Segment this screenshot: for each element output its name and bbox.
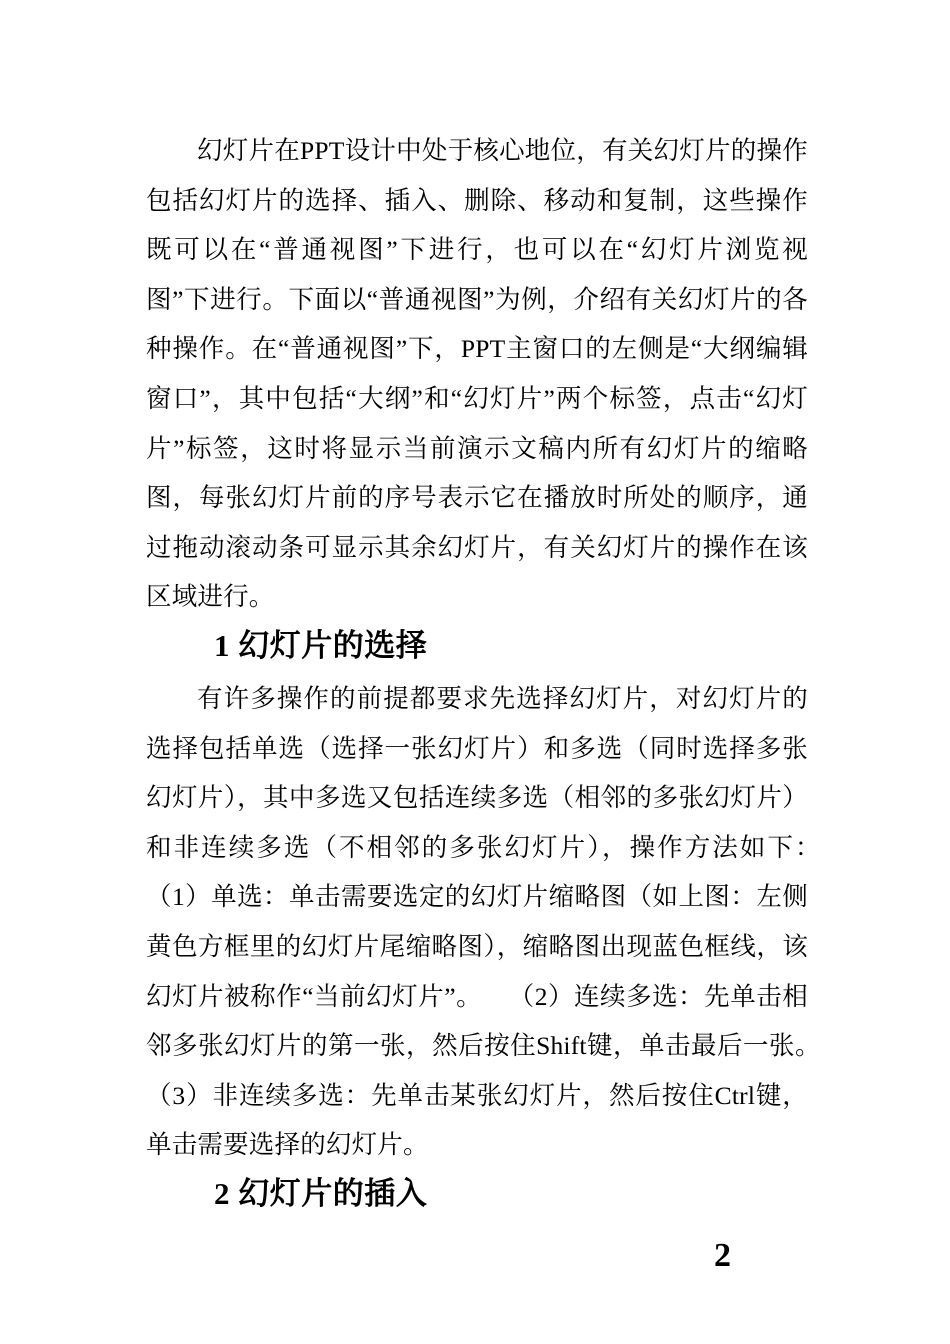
body-paragraph-intro: 幻灯片在PPT设计中处于核心地位，有关幻灯片的操作包括幻灯片的选择、插入、删除、移动和复制，这些操作既可以在“普通视图”下进行，也可以在“幻灯片浏览视图”下进行。下面以“普通视图”为例，介绍有关幻灯片的各种操作。在“普通视图”下，PPT主窗口的左侧是“大纲编辑窗口”，其中包括“大纲”和“幻灯片”两个标签，点击“幻灯片”标签，这时将显示当前演示文稿内所有幻灯片的缩略图，每张幻灯片前的序号表示它在播放时所处的顺序，通过拖动滚动条可显示其余幻灯片，有关幻灯片的操作在该区域进行。 [146, 136, 808, 612]
section-heading-slide-selection: 1 幻灯片的选择 [214, 628, 428, 663]
page-number: 2 [714, 1237, 731, 1274]
body-paragraph-selection: 有许多操作的前提都要求先选择幻灯片，对幻灯片的选择包括单选（选择一张幻灯片）和多选（同时选择多张幻灯片），其中多选又包括连续多选（相邻的多张幻灯片）和非连续多选（不相邻的多张幻灯片），操作方法如下： （1）单选：单击需要选定的幻灯片缩略图（如上图：左侧黄色方框里的幻灯片尾缩略图），缩略图出现蓝色框线，该幻灯片被称作“当前幻灯片”。 （2）连续多选：先单击相邻多张幻灯片的第一张，然后按住Shift键，单击最后一张。 （3）非连续多选：先单击某张幻灯片，然后按住Ctrl键，单击需要选择的幻灯片。 [146, 684, 860, 1160]
section-heading-slide-insertion: 2 幻灯片的插入 [214, 1176, 428, 1211]
